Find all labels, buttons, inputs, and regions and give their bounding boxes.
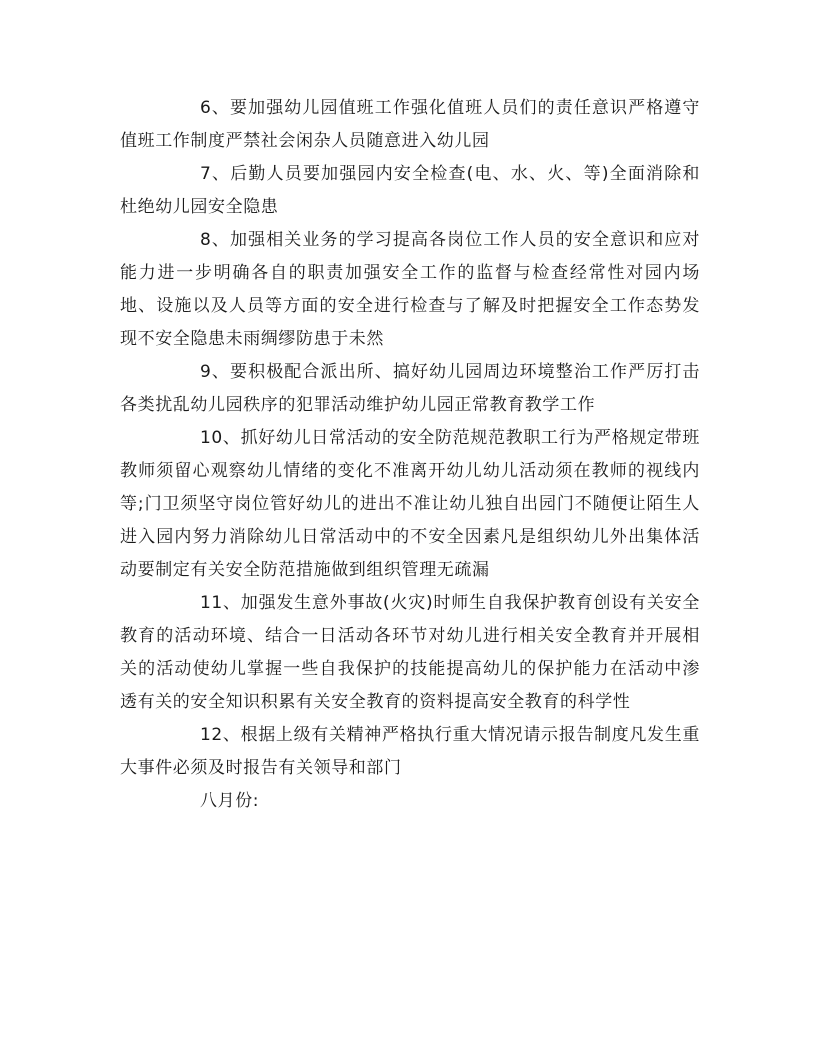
paragraph-item-7: 7、后勤人员要加强园内安全检查(电、水、火、等)全面消除和杜绝幼儿园安全隐患 — [120, 164, 700, 217]
document-body — [120, 92, 700, 818]
paragraph-item-11: 11、加强发生意外事故(火灾)时师生自我保护教育创设有关安全教育的活动环境、结合一日活动各环节对幼儿进行相关安全教育并开展相关的活动使幼儿掌握一些自我保护的技能提高幼儿的保护能力在活动中渗透有关的安全知识积累有关安全教育的资料提高安全教育的科学性 — [120, 593, 700, 712]
paragraph-item-8: 8、加强相关业务的学习提高各岗位工作人员的安全意识和应对能力进一步明确各自的职责加强安全工作的监督与检查经常性对园内场地、设施以及人员等方面的安全进行检查与了解及时把握安全工作态势发现不安全隐患未雨绸缪防患于未然 — [120, 230, 700, 349]
paragraph-item-6: 6、要加强幼儿园值班工作强化值班人员们的责任意识严格遵守值班工作制度严禁社会闲杂人员随意进入幼儿园 — [120, 98, 700, 151]
paragraph-item-12: 12、根据上级有关精神严格执行重大情况请示报告制度凡发生重大事件必须及时报告有关领导和部门 — [120, 725, 700, 778]
section-heading-august: 八月份: — [200, 791, 260, 811]
paragraph-item-10: 10、抓好幼儿日常活动的安全防范规范教职工行为严格规定带班教师须留心观察幼儿情绪的变化不准离开幼儿幼儿活动须在教师的视线内等;门卫须坚守岗位管好幼儿的进出不准让幼儿独自出园门不随便让陌生人进入园内努力消除幼儿日常活动中的不安全因素凡是组织幼儿外出集体活动要制定有关安全防范措施做到组织管理无疏漏 — [120, 428, 700, 580]
paragraph-item-9: 9、要积极配合派出所、搞好幼儿园周边环境整治工作严厉打击各类扰乱幼儿园秩序的犯罪活动维护幼儿园正常教育教学工作 — [120, 362, 700, 415]
